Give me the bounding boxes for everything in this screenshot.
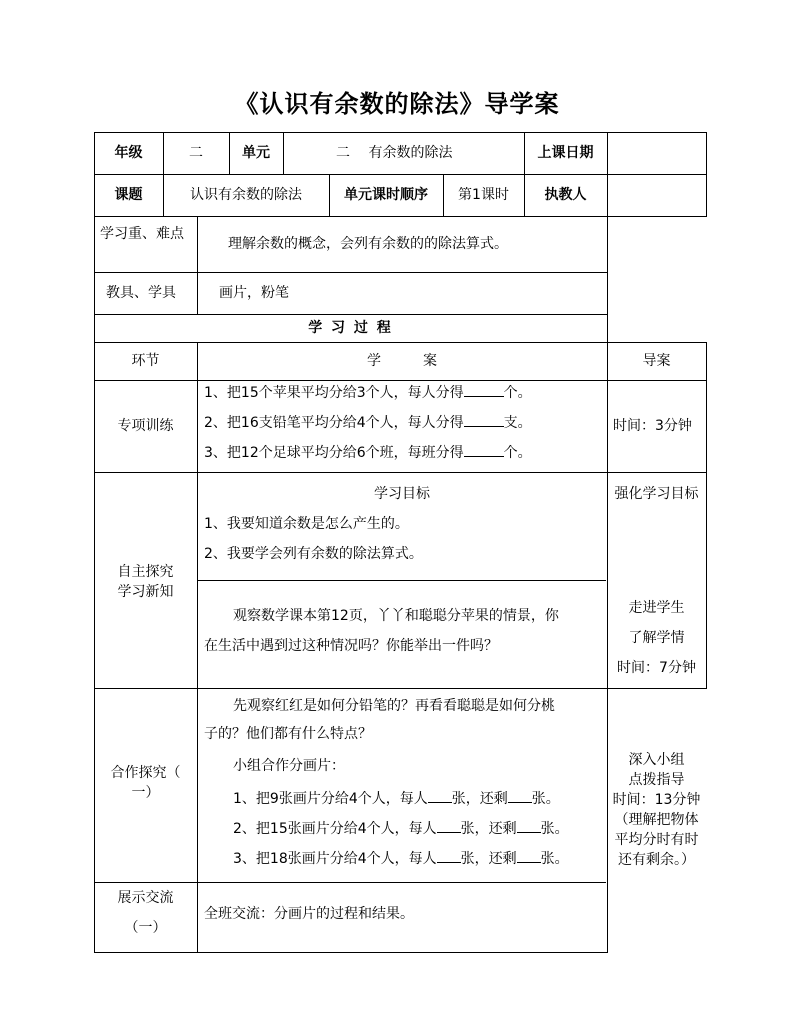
- grade-label: 年级: [114, 145, 143, 161]
- topic-value: 认识有余数的除法: [190, 187, 302, 203]
- guide-goal: 强化学习目标: [614, 486, 699, 502]
- unit-value: 二 有余数的除法: [336, 145, 453, 161]
- show-stage-1: 展示交流: [117, 890, 174, 906]
- focus-label: 学习重、难点: [100, 226, 184, 242]
- column-plan: 学 案: [367, 353, 437, 369]
- page-title: 《认识有余数的除法》导学案: [234, 90, 560, 118]
- practice-line-1: 1、把15个苹果平均分给3个人，每人分得 个。: [204, 382, 604, 403]
- goal-title: 学习目标: [374, 486, 430, 502]
- coop-stage-2: 一）: [131, 785, 160, 801]
- coop-item-2: 2、把15张画片分给4个人，每人 张，还剩 张。: [233, 818, 603, 839]
- date-label: 上课日期: [537, 145, 594, 161]
- show-content: 全班交流：分画片的过程和结果。: [204, 906, 414, 922]
- coop-intro-2: 子的？他们都有什么特点？: [204, 726, 372, 742]
- coop-group: 小组合作分画片：: [233, 758, 345, 774]
- coop-guide-1: 深入小组: [628, 752, 685, 768]
- explore-stage-2: 学习新知: [117, 584, 174, 600]
- column-guide: 导案: [642, 353, 671, 369]
- coop-guide-2: 点拨指导: [628, 772, 685, 788]
- topic-label: 课题: [114, 187, 143, 203]
- tools-value: 画片，粉笔: [219, 285, 289, 301]
- focus-value: 理解余数的概念，会列有余数的的除法算式。: [228, 236, 508, 252]
- explore-stage-1: 自主探究: [117, 564, 174, 580]
- practice-guide: 时间：3分钟: [613, 418, 692, 434]
- coop-item-3: 3、把18张画片分给4个人，每人 张，还剩 张。: [233, 848, 603, 869]
- grade-value: 二: [189, 145, 203, 161]
- observe-line-2: 在生活中遇到过这种情况吗？你能举出一件吗？: [204, 638, 498, 654]
- coop-guide-5: 还有剩余。）: [618, 852, 695, 868]
- order-value: 第1课时: [458, 187, 509, 203]
- coop-stage-1: 合作探究（: [110, 765, 181, 781]
- coop-intro-1: 先观察红红是如何分铅笔的？再看看聪聪是如何分桃: [233, 698, 555, 714]
- practice-line-2: 2、把16支铅笔平均分给4个人，每人分得 支。: [204, 412, 604, 433]
- tools-label: 教具、学具: [106, 285, 176, 301]
- guide-explore-1: 走进学生: [628, 600, 685, 616]
- practice-stage: 专项训练: [117, 418, 174, 434]
- guide-explore-time: 时间：7分钟: [617, 660, 696, 676]
- coop-guide-3: （理解把物体: [614, 812, 699, 828]
- goal-line-1: 1、我要知道余数是怎么产生的。: [204, 516, 409, 532]
- show-stage-2: （一）: [124, 920, 167, 936]
- column-stage: 环节: [131, 353, 160, 369]
- goal-line-2: 2、我要学会列有余数的除法算式。: [204, 546, 423, 562]
- process-header: 学 习 过 程: [308, 320, 393, 336]
- unit-label: 单元: [242, 145, 270, 161]
- practice-line-3: 3、把12个足球平均分给6个班，每班分得 个。: [204, 442, 604, 463]
- coop-guide-4: 平均分时有时: [614, 832, 699, 848]
- observe-line-1: 观察数学课本第12页，丫丫和聪聪分苹果的情景，你: [233, 608, 559, 624]
- coop-item-1: 1、把9张画片分给4个人，每人 张，还剩 张。: [233, 788, 603, 809]
- order-label: 单元课时顺序: [344, 187, 428, 203]
- guide-explore-2: 了解学情: [628, 630, 685, 646]
- teacher-label: 执教人: [544, 187, 587, 203]
- coop-guide-time: 时间：13分钟: [612, 792, 701, 808]
